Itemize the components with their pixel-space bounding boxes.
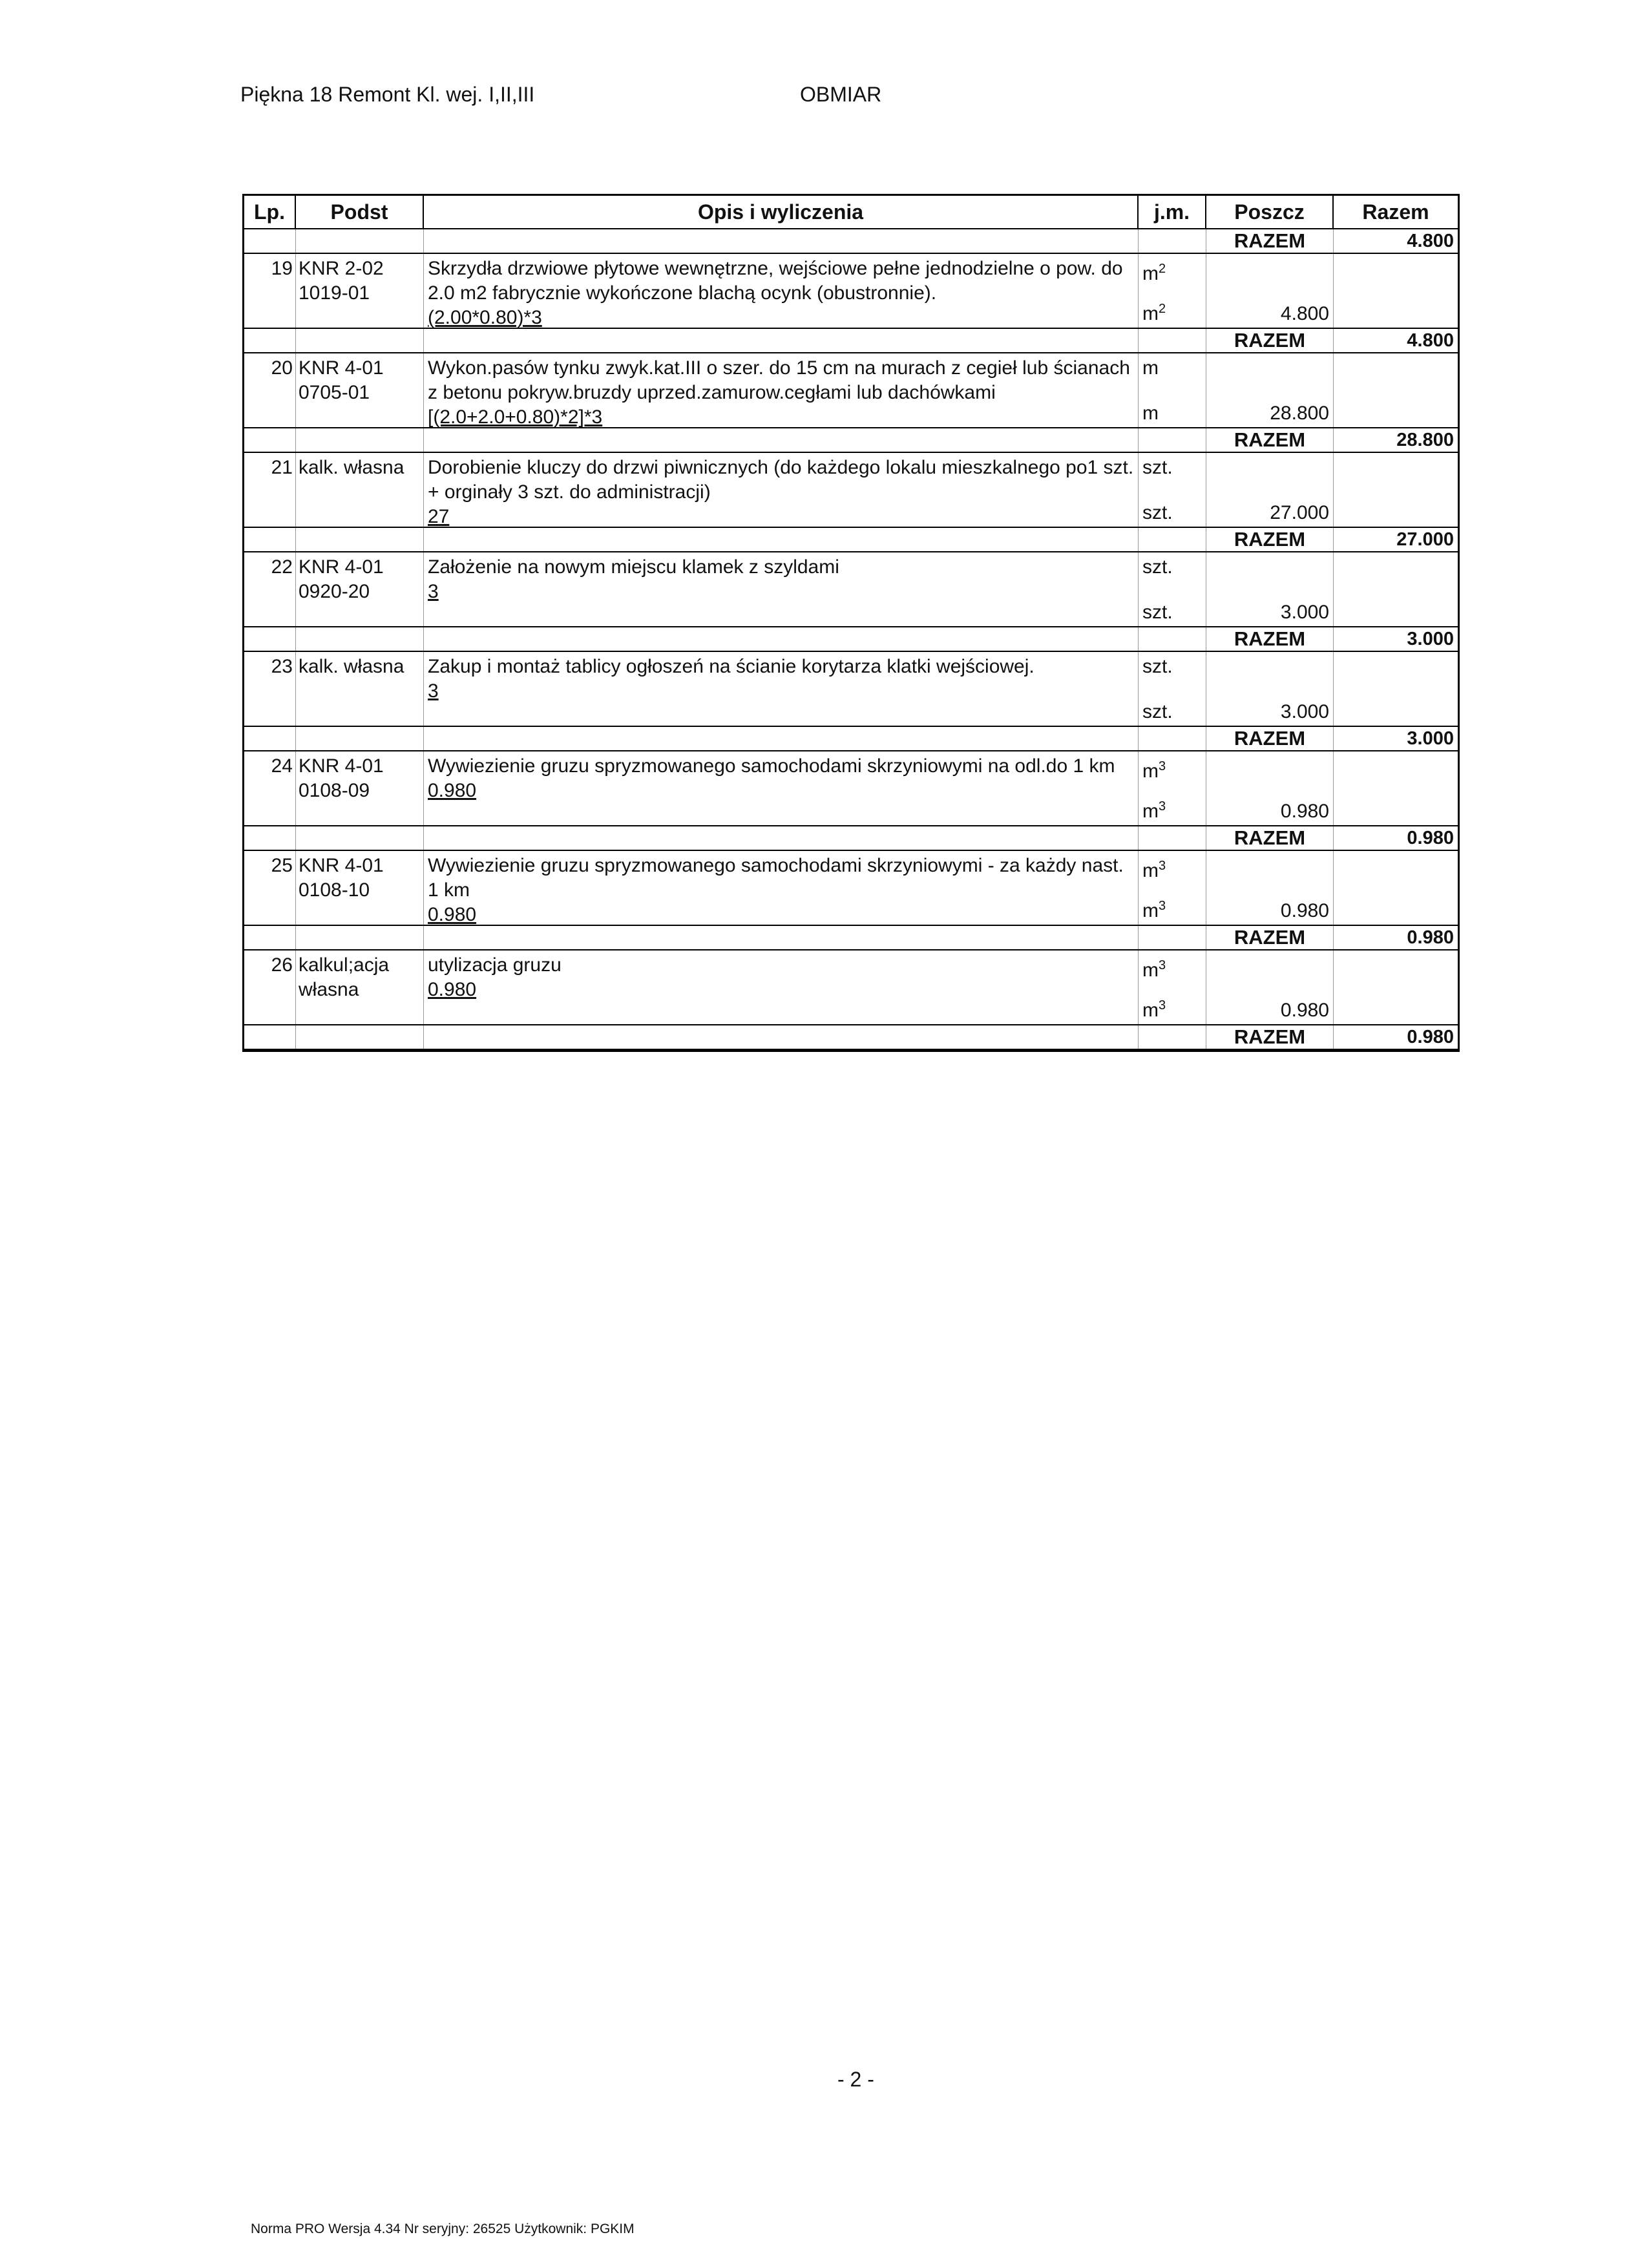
unit-label: $m^3$ <box>1142 759 1166 782</box>
row-unit <box>1139 950 1206 1024</box>
unit-label-calc: $m^3$ <box>1142 998 1166 1021</box>
row-calc: 0.980 <box>428 979 477 1000</box>
sum-label: RAZEM <box>1206 329 1334 352</box>
row-desc-text: Wykon.pasów tynku zwyk.kat.III o szer. do 15 cm na murach z cegieł lub ścianach z betonu pokryw.bruzdy uprzed.zamurow.cegłami lub dachówkami <box>428 357 1130 403</box>
row-total <box>1334 950 1458 1024</box>
row-basis: kalk. własna <box>296 652 424 726</box>
sum-row <box>244 528 1458 552</box>
row-description <box>424 950 1139 1024</box>
row-desc-text: Wywiezienie gruzu spryzmowanego samochodami skrzyniowymi - za każdy nast. 1 km <box>428 855 1124 901</box>
row-desc-text: Skrzydła drzwiowe płytowe wewnętrzne, wejściowe pełne jednodzielne o pow. do 2.0 m2 fabrycznie wykończone blachą ocynk (obustronnie). <box>428 258 1123 304</box>
sum-label: RAZEM <box>1206 627 1334 651</box>
sum-value: 3.000 <box>1407 629 1454 649</box>
unit-label-calc: $m^2$ <box>1142 302 1166 324</box>
sum-row <box>244 329 1458 353</box>
row-description <box>424 254 1139 328</box>
table-row <box>244 652 1458 727</box>
sum-row <box>244 428 1458 453</box>
section-title: OBMIAR <box>800 83 882 106</box>
unit-label: szt. <box>1142 556 1173 578</box>
row-unit <box>1139 254 1206 328</box>
row-lp: 21 <box>244 453 296 527</box>
row-lp: 25 <box>244 851 296 925</box>
sum-label: RAZEM <box>1206 826 1334 850</box>
row-basis: KNR 2-02 1019-01 <box>296 254 424 328</box>
table-header <box>244 196 1458 229</box>
sum-label: RAZEM <box>1206 926 1334 949</box>
row-desc-text: Zakup i montaż tablicy ogłoszeń na ścianie korytarza klatki wejściowej. <box>428 656 1035 677</box>
table-row <box>244 950 1458 1025</box>
row-description <box>424 353 1139 427</box>
sum-value: 0.980 <box>1407 927 1454 948</box>
table-row <box>244 353 1458 428</box>
sum-value: 3.000 <box>1407 728 1454 749</box>
row-total <box>1334 652 1458 726</box>
measurement-table <box>242 194 1460 1052</box>
row-calc: 27 <box>428 506 450 527</box>
row-basis: kalkul;acja własna <box>296 950 424 1024</box>
row-desc-text: Założenie na nowym miejscu klamek z szyldami <box>428 556 839 578</box>
sum-label: RAZEM <box>1206 727 1334 750</box>
row-basis: KNR 4-01 0705-01 <box>296 353 424 427</box>
row-total <box>1334 851 1458 925</box>
row-unit <box>1139 652 1206 726</box>
row-lp: 20 <box>244 353 296 427</box>
document-title: Piękna 18 Remont Kl. wej. I,II,III <box>240 83 535 106</box>
table-row <box>244 254 1458 329</box>
sum-label: RAZEM <box>1206 528 1334 551</box>
row-lp: 26 <box>244 950 296 1024</box>
row-basis: KNR 4-01 0108-10 <box>296 851 424 925</box>
row-total <box>1334 353 1458 427</box>
qty-value: 0.980 <box>1280 900 1329 921</box>
row-qty <box>1206 552 1334 626</box>
unit-label: szt. <box>1142 656 1173 677</box>
unit-label-calc: $m^3$ <box>1142 899 1166 921</box>
row-basis: KNR 4-01 0920-20 <box>296 552 424 626</box>
col-razem: Razem <box>1362 200 1429 224</box>
row-desc-text: Wywiezienie gruzu spryzmowanego samochodami skrzyniowymi na odl.do 1 km <box>428 755 1115 777</box>
unit-label: $m^3$ <box>1142 958 1166 981</box>
row-qty <box>1206 652 1334 726</box>
row-description <box>424 652 1139 726</box>
row-calc: [(2.0+2.0+0.80)*2]*3 <box>428 406 603 428</box>
row-calc: (2.00*0.80)*3 <box>428 307 542 328</box>
row-total <box>1334 552 1458 626</box>
carried-sum-row <box>244 229 1458 254</box>
row-unit <box>1139 353 1206 427</box>
qty-value: 28.800 <box>1270 403 1329 424</box>
row-lp: 24 <box>244 751 296 825</box>
sum-value: 4.800 <box>1407 231 1454 251</box>
table-row <box>244 552 1458 627</box>
row-lp: 23 <box>244 652 296 726</box>
unit-label: $m^2$ <box>1142 262 1166 284</box>
unit-label-calc: szt. <box>1142 602 1173 623</box>
row-unit <box>1139 453 1206 527</box>
unit-label-calc: $m^3$ <box>1142 799 1166 822</box>
row-total <box>1334 751 1458 825</box>
sum-row <box>244 1025 1458 1050</box>
row-qty <box>1206 851 1334 925</box>
row-unit <box>1139 552 1206 626</box>
row-calc: 0.980 <box>428 780 477 801</box>
qty-value: 0.980 <box>1280 1000 1329 1021</box>
row-description <box>424 751 1139 825</box>
table-row <box>244 453 1458 528</box>
row-total <box>1334 254 1458 328</box>
page-number: - 2 - <box>837 2068 874 2091</box>
unit-label-calc: szt. <box>1142 701 1173 722</box>
qty-value: 27.000 <box>1270 502 1329 523</box>
row-calc: 3 <box>428 581 439 602</box>
footer-note: Norma PRO Wersja 4.34 Nr seryjny: 26525 Użytkownik: PGKIM <box>251 2221 635 2236</box>
unit-label: m <box>1142 357 1159 379</box>
sum-value: 4.800 <box>1407 330 1454 351</box>
qty-value: 3.000 <box>1280 602 1329 623</box>
sum-value: 28.800 <box>1396 430 1454 450</box>
row-description <box>424 851 1139 925</box>
sum-row <box>244 826 1458 851</box>
sum-label: RAZEM <box>1206 1025 1334 1049</box>
row-desc-text: Dorobienie kluczy do drzwi piwnicznych (do każdego lokalu mieszkalnego po1 szt. + orginały 3 szt. do administracji) <box>428 457 1134 503</box>
sum-row <box>244 627 1458 652</box>
unit-label-calc: szt. <box>1142 502 1173 523</box>
row-description <box>424 453 1139 527</box>
table-row <box>244 751 1458 826</box>
col-podst: Podst <box>296 196 424 228</box>
row-basis: kalk. własna <box>296 453 424 527</box>
row-lp: 19 <box>244 254 296 328</box>
qty-value: 3.000 <box>1280 701 1329 722</box>
row-basis: KNR 4-01 0108-09 <box>296 751 424 825</box>
row-qty <box>1206 950 1334 1024</box>
row-qty <box>1206 254 1334 328</box>
sum-row <box>244 926 1458 950</box>
row-unit <box>1139 751 1206 825</box>
sum-value: 0.980 <box>1407 828 1454 848</box>
sum-label: RAZEM <box>1206 428 1334 452</box>
qty-value: 0.980 <box>1280 801 1329 822</box>
row-desc-text: utylizacja gruzu <box>428 954 562 976</box>
sum-value: 27.000 <box>1396 529 1454 550</box>
row-lp: 22 <box>244 552 296 626</box>
unit-label: szt. <box>1142 457 1173 478</box>
sum-row <box>244 727 1458 751</box>
sum-label: RAZEM <box>1206 229 1334 253</box>
row-qty <box>1206 353 1334 427</box>
row-qty <box>1206 751 1334 825</box>
col-poszcz: Poszcz <box>1206 196 1334 228</box>
sum-value: 0.980 <box>1407 1027 1454 1047</box>
unit-label-calc: m <box>1142 403 1159 424</box>
row-calc: 3 <box>428 680 439 702</box>
table-row <box>244 851 1458 926</box>
row-unit <box>1139 851 1206 925</box>
qty-value: 4.800 <box>1280 303 1329 324</box>
row-total <box>1334 453 1458 527</box>
row-calc: 0.980 <box>428 904 477 925</box>
row-description <box>424 552 1139 626</box>
col-opis: Opis i wyliczenia <box>424 196 1139 228</box>
row-qty <box>1206 453 1334 527</box>
col-lp: Lp. <box>244 196 296 228</box>
col-jm: j.m. <box>1139 196 1206 228</box>
unit-label: $m^3$ <box>1142 859 1166 881</box>
